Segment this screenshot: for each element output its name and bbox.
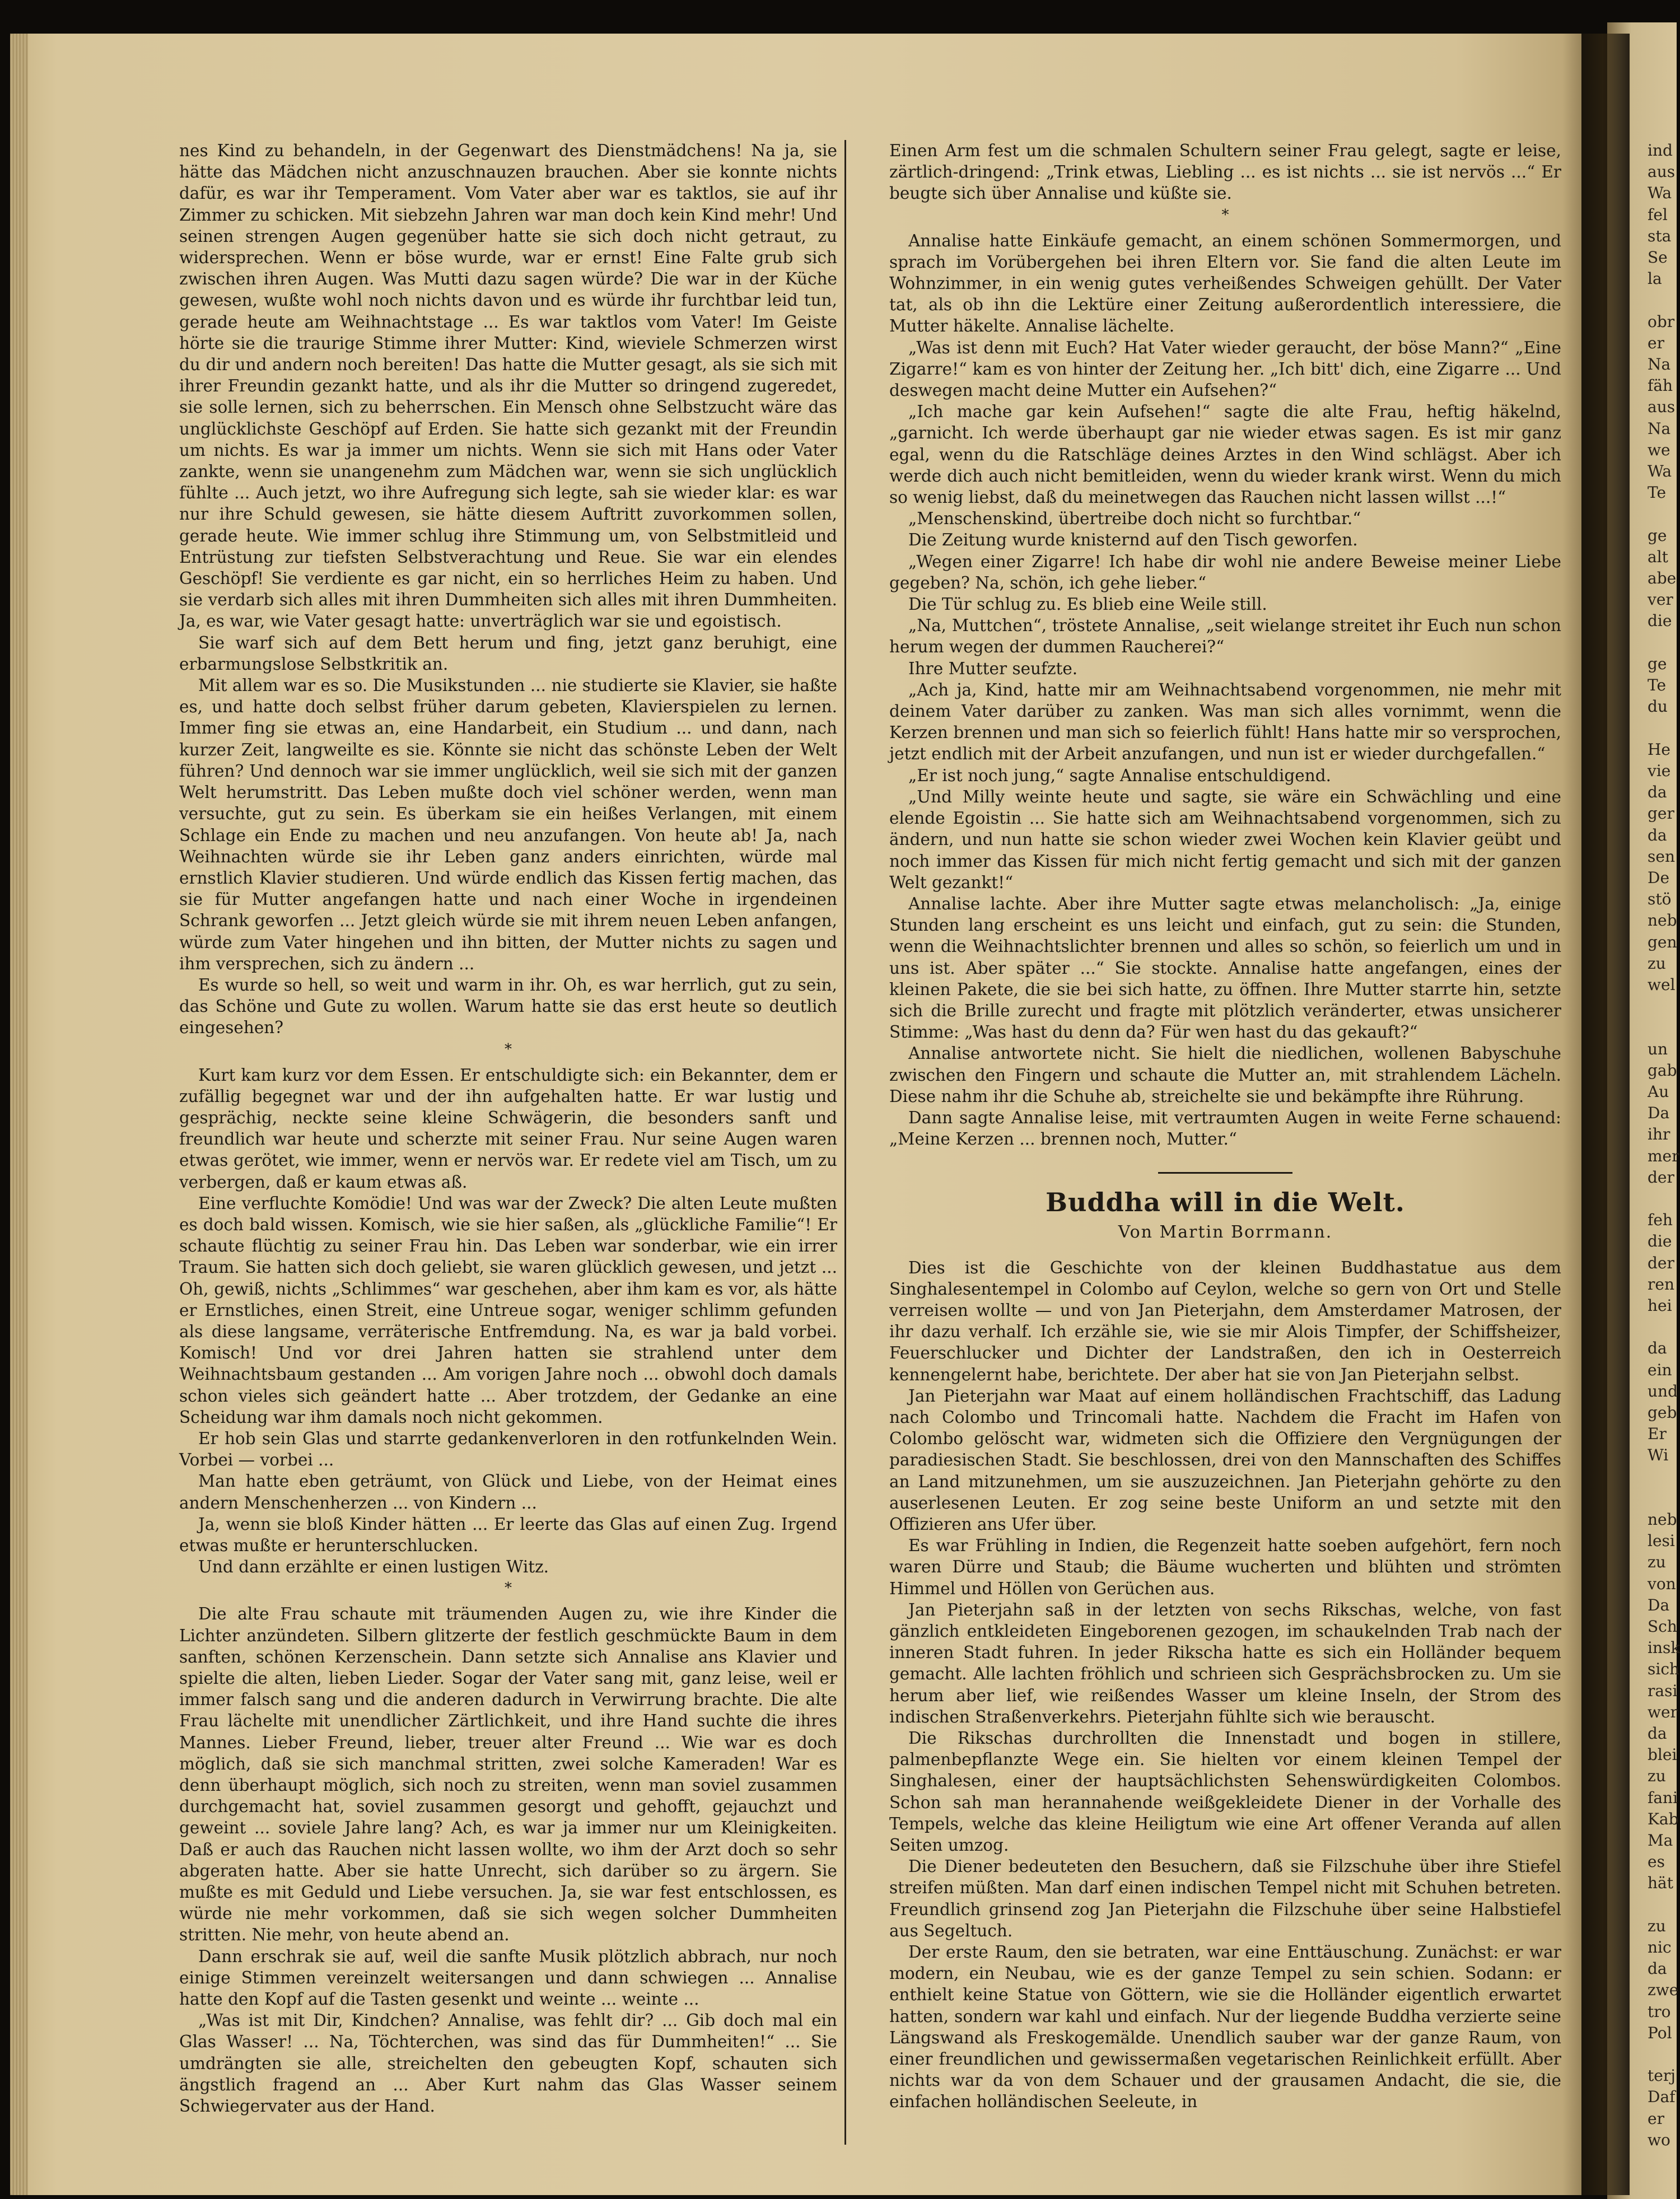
- paragraph: „Er ist noch jung,“ sagte Annalise entschuldigend.: [908, 765, 1331, 785]
- text-fragment: du: [1648, 697, 1668, 716]
- page-edge: [10, 34, 28, 2195]
- text-fragment: zwe: [1648, 1981, 1679, 2000]
- text-fragment: ind: [1648, 141, 1673, 160]
- article-paragraph: Die Diener bedeuteten den Besuchern, daß sie Filzschuhe über ihre Stiefel streifen müßten. Man darf einen indischen Tempel nicht mit Schuhen betreten. Freundlich grinsend zog Jan Pieterjahn die Filzschuhe über seine Halbstiefel aus Segeltuch.: [889, 1857, 1561, 1940]
- text-fragment: gen: [1648, 932, 1677, 951]
- text-fragment: Ma: [1648, 1831, 1673, 1850]
- text-fragment: fäh: [1648, 376, 1673, 395]
- text-fragment: Au: [1648, 1082, 1669, 1101]
- text-fragment: un: [1648, 1039, 1668, 1058]
- paragraph: Einen Arm fest um die schmalen Schultern seiner Frau gelegt, sagte er leise, zärtlich-dringend: „Trink etwas, Liebling ... es ist nichts ... sie ist nervös ...“ Er beugte sich über Annalise und küßte sie.: [889, 141, 1561, 203]
- story-ending: [889, 140, 1561, 1150]
- text-fragment: [1648, 996, 1677, 1017]
- text-fragment: [1648, 632, 1677, 653]
- section-break: *: [505, 1040, 512, 1058]
- text-fragment: Te: [1648, 676, 1667, 695]
- text-fragment: zu: [1648, 954, 1666, 973]
- text-fragment: zu: [1648, 1767, 1666, 1786]
- text-fragment: De: [1648, 868, 1670, 887]
- text-fragment: der: [1648, 1253, 1674, 1272]
- text-fragment: [1648, 1488, 1677, 1509]
- article-paragraph: Die Rikschas durchrollten die Innenstadt und bogen in stillere, palmenbepflanzte Wege ein. Sie hielten vor einem kleinen Tempel der Singhalesen, einer der hauptsächlichsten Sehenswürdigkeiten Colombos. Schon sah man herannahende weißgekleidete Diener in der Vorhalle des Tempels, welche das kleine Heiligtum wie eine Art offener Veranda auf allen Seiten umzog.: [889, 1729, 1561, 1855]
- text-fragment: ge: [1648, 654, 1667, 673]
- paragraph: Ja, wenn sie bloß Kinder hätten ... Er leerte das Glas auf einen Zug. Irgend etwas mußte er herunterschlucken.: [179, 1514, 837, 1555]
- text-fragment: abe: [1648, 569, 1677, 588]
- paragraph: Die alte Frau schaute mit träumenden Augen zu, wie ihre Kinder die Lichter anzündeten. Silbern glitzerte der festlich geschmückte Baum in dem sanften, schönen Kerzenschein. Dann setzte sich Annalise ans Klavier und spielte die alten, lieben Lieder. Sogar der Vater sang mit, ganz leise, weil er immer falsch sang und die anderen dadurch in Verwirrung brachte. Die alte Frau lächelte mit unendlicher Zärtlichkeit, und ihre Hand suchte die ihres Mannes. Lieber Freund, lieber, treuer alter Freund ... Wie war es doch möglich, daß sie sich manchmal stritten, zwei solche Kameraden! War es denn überhaupt möglich, sich noch zu streiten, wenn man soviel zusammen durchgemacht hat, soviel zusammen gesorgt und gehofft, gejauchzt und geweint ... soviele Jahre lang? Ach, es war ja immer nur um Kleinigkeiten. Daß er auch das Rauchen nicht lassen wollte, wo ihm der Arzt doch so sehr abgeraten hatte. Aber sie hatte Unrecht, sich darüber so zu ärgern. Sie mußte es mit Geduld und Liebe versuchen. Ja, sie war fest entschlossen, es würde nie mehr vorkommen, daß sie sich wegen solcher Dummheiten stritten. Nie mehr, von heute abend an.: [179, 1604, 837, 1945]
- text-fragment: alt: [1648, 547, 1668, 566]
- text-fragment: sich: [1648, 1660, 1680, 1679]
- paragraph: Die Zeitung wurde knisternd auf den Tisch geworfen.: [908, 530, 1358, 550]
- text-fragment: vie: [1648, 761, 1671, 780]
- paragraph: Annalise lachte. Aber ihre Mutter sagte etwas melancholisch: „Ja, einige Stunden lang erscheint es uns leicht und einfach, gut zu sein: die Stunden, wenn die Weihnachtslichter brennen und alles so schön, so feierlich um und in uns ist. Aber später ...“ Sie stockte. Annalise hatte angefangen, eines der kleinen Pakete, die sie bei sich hatte, zu öffnen. Ihre Mutter starrte hin, setzte sich die Brille zurecht und fragte mit plötzlich veränderter, etwas unsicherer Stimme: „Was hast du denn da? Für wen hast du das gekauft?“: [889, 894, 1561, 1042]
- gutter-shadow: [1562, 34, 1630, 2195]
- text-fragment: Na: [1648, 419, 1671, 438]
- story-column-left: [179, 140, 837, 2117]
- text-fragment: terj: [1648, 2066, 1676, 2085]
- paragraph: nes Kind zu behandeln, in der Gegenwart des Dienstmädchens! Na ja, sie hätte das Mädchen nicht anzuschnauzen brauchen. Aber sie konnte nichts dafür, es war ihr Temperament. Vom Vater aber war es taktlos, sie auf ihr Zimmer zu schicken. Mit siebzehn Jahren war man doch kein Kind mehr! Und seinen strengen Augen gegenüber hatte sie sich doch nicht getraut, zu widersprechen. Wenn er böse wurde, war er ernst! Eine Falte grub sich zwischen ihren Augen. Was Mutti dazu sagen würde? Die war in der Küche gewesen, wußte wohl noch nichts davon und es würde ihr furchtbar leid tun, gerade heute am Weihnachtstage ... Es war taktlos vom Vater! Im Geiste hörte sie die traurige Stimme ihrer Mutter: Kind, wieviele Schmerzen wirst du dir und andern noch bereiten! Das hatte die Mutter gesagt, als sie sich mit ihrer Freundin gezankt hatte, und als ihr die Mutter so dringend zugeredet, sie solle lernen, sich zu beherrschen. Ein Mensch ohne Selbstzucht wäre das unglücklichste Geschöpf auf Erden. Sie hatte sich gezankt mit der Freundin um nichts. Es war ja immer um nichts. Wenn sie sich mit Hans oder Vater zankte, wenn sie unangenehm zum Mädchen war, wenn sie sich unglücklich fühlte ... Auch jetzt, wo ihre Aufregung sich legte, sah sie wieder klar: es war nur ihre Schuld gewesen, sie hätte diesem Auftritt zuvorkommen sollen, gerade heute. Wie immer schlug ihre Stimmung um, von Selbstmitleid und Entrüstung zur tiefsten Selbstverachtung und Reue. Sie war ein elendes Geschöpf! Sie verdiente es gar nicht, ein so herrliches Heim zu haben. Und sie verdarb sich alles mit ihren Dummheiten sich alles mit ihren Dummheiten. Ja, es war, wie Vater gesagt hatte: unverträglich war sie und egoistisch.: [179, 141, 837, 631]
- paragraph: Eine verfluchte Komödie! Und was war der Zweck? Die alten Leute mußten es doch bald wissen. Komisch, wie sie hier saßen, als „glückliche Familie“! Er schaute flüchtig zu seiner Frau hin. Das Leben war sonderbar, wie ein irrer Traum. Sie hatten sich doch geliebt, sie waren glücklich gewesen, und jetzt ... Oh, gewiß, nichts „Schlimmes“ war geschehen, aber ihm kam es vor, als hätte er Ernstliches, einen Streit, eine Untreue sogar, weniger schlimm gefunden als diese langsame, verräterische Entfremdung. Na, es war ja bald vorbei. Komisch! Und vor drei Jahren hatten sie strahlend unter dem Weihnachtsbaum gestanden ... Am vorigen Jahre noch ... obwohl doch damals schon vieles sich geändert hatte ... Aber trotzdem, der Gedanke an eine Scheidung war ihm damals noch nicht gekommen.: [179, 1193, 837, 1427]
- paragraph: Die Tür schlug zu. Es blieb eine Weile still.: [908, 595, 1267, 614]
- text-fragment: rasi: [1648, 1681, 1678, 1700]
- paragraph: „Und Milly weinte heute und sagte, sie wäre ein Schwächling und eine elende Egoistin ... Sie hatte sich am Weihnachtsabend vorgenommen, sich zu ändern, und nun hatte sie schon wieder zwei Wochen kein Klavier geübt und noch immer das Kissen für mich nicht fertig gemacht und sich mit der ganzen Welt gezankt!“: [889, 787, 1561, 892]
- section-break: *: [1221, 206, 1229, 223]
- text-fragment: neb: [1648, 1510, 1677, 1529]
- text-fragment: zu: [1648, 1553, 1666, 1572]
- text-fragment: Kab: [1648, 1809, 1679, 1828]
- text-fragment: Da: [1648, 1595, 1670, 1614]
- text-fragment: Da: [1648, 1104, 1670, 1123]
- text-fragment: ger: [1648, 804, 1674, 823]
- paragraph: Kurt kam kurz vor dem Essen. Er entschuldigte sich: ein Bekannter, dem er zufällig begegnet war und der ihn aufgehalten hatte. Er war lustig und gesprächig, neckte seine kleine Schwägerin, die besonders sanft und freundlich war heute und scherzte mit seiner Frau. Nur seine Augen waren etwas gerötet, wie immer, wenn er nervös war. Er redete viel am Tisch, um zu verbergen, daß er kaum etwas aß.: [179, 1065, 837, 1192]
- text-fragment: lesi: [1648, 1532, 1675, 1551]
- text-fragment: er: [1648, 2109, 1664, 2128]
- paragraph: „Ach ja, Kind, hatte mir am Weihnachtsabend vorgenommen, nie mehr mit deinem Vater darüber zu zanken. Was man sich alles vornimmt, wenn die Kerzen brennen und man sich so feierlich fühlt! Hans hatte mir so versprochen, jetzt endlich mit der Arbeit anzufangen, und nun ist er wieder durchgefallen.“: [889, 680, 1561, 764]
- text-fragment: [1648, 2044, 1677, 2065]
- text-fragment: stö: [1648, 890, 1672, 909]
- text-fragment: die: [1648, 1232, 1672, 1251]
- text-fragment: [1648, 1467, 1677, 1488]
- text-fragment: wo: [1648, 2130, 1670, 2149]
- text-fragment: insk: [1648, 1638, 1680, 1658]
- article-paragraph: Der erste Raum, den sie betraten, war eine Enttäuschung. Zunächst: er war modern, ein Neubau, wie es der ganze Tempel zu sein schien. Sodann: er enthielt keine Statue von Göttern, wie sie die Holländer eigentlich erwartet hatten, sondern war kahl und einfach. Nur der liegende Buddha verzierte seine Längswand als Freskogemälde. Unendlich sauber war der ganze Raum, von einer freundlichen und gewissermaßen vegetarischen Reinlichkeit erfüllt. Aber nichts war da von dem Schauer und der grausamen Andacht, die sie, die einfachen holländischen Seeleute, in: [889, 1943, 1561, 2112]
- paragraph: Annalise antwortete nicht. Sie hielt die niedlichen, wollenen Babyschuhe zwischen den Fingern und schaute die Mutter an, mit strahlendem Lächeln. Diese nahm ihr die Schuhe ab, streichelte sie und bekämpfte ihre Rührung.: [889, 1044, 1561, 1106]
- paragraph: Dann sagte Annalise leise, mit vertraumten Augen in weite Ferne schauend: „Meine Kerzen ... brennen noch, Mutter.“: [889, 1108, 1561, 1149]
- text-fragment: He: [1648, 740, 1670, 759]
- text-fragment: da: [1648, 825, 1667, 844]
- text-fragment: neb: [1648, 911, 1677, 930]
- article-body: [889, 1257, 1561, 2113]
- text-fragment: [1648, 1894, 1677, 1916]
- text-fragment: Wi: [1648, 1446, 1669, 1465]
- text-fragment: blei: [1648, 1745, 1677, 1764]
- text-fragment: [1648, 1188, 1677, 1210]
- paragraph: Er hob sein Glas und starrte gedankenverloren in den rotfunkelnden Wein. Vorbei — vorbei ...: [179, 1428, 837, 1470]
- article-paragraph: Jan Pieterjahn saß in der letzten von sechs Rikschas, welche, von fast gänzlich entkleideten Eingeborenen gezogen, im schaukelnden Trab nach der inneren Stadt fuhren. In jeder Rikscha hatte es sich ein Holländer bequem gemacht. Alle lachten fröhlich und schrieen sich Gesprächsbrocken zu. Um sie herum aber lief, wie reißendes Wasser um kleine Inseln, der Strom des indischen Straßenverkehrs. Pieterjahn fühlte sich wie berauscht.: [889, 1600, 1561, 1726]
- paragraph: „Was ist denn mit Euch? Hat Vater wieder geraucht, der böse Mann?“ „Eine Zigarre!“ kam es von hinter der Zeitung her. „Ich bitt' dich, eine Zigarre ... Und deswegen macht deine Mutter ein Aufsehen?“: [889, 338, 1561, 400]
- paragraph: Mit allem war es so. Die Musikstunden ... nie studierte sie Klavier, sie haßte es, und hatte doch selbst früher darum gebeten, Klavierspielen zu lernen. Immer fing sie etwas an, eine Handarbeit, ein Studium ... und dann, nach kurzer Zeit, langweilte es sie. Könnte sie nicht das schönste Leben der Welt führen? Und dennoch war sie immer unglücklich, weil sie sich mit der ganzen Welt herumstritt. Das Leben mußte doch viel schöner werden, wenn man versuchte, gut zu sein. Es überkam sie ein heißes Verlangen, mit einem Schlage ein Ende zu machen und neu anzufangen. Von heute ab! Ja, nach Weihnachten würde sie ihr Leben ganz anders einrichten, würde mal ernstlich Klavier studieren. Und würde endlich das Kissen fertig machen, das sie für Mutter angefangen hatte und nach einer Woche in irgendeinen Schrank geworfen ... Jetzt gleich würde sie mit ihrem neuen Leben anfangen, würde zum Vater hingehen und ihn bitten, der Mutter nichts zu sagen und ihm versprechen, sich zu ändern ...: [179, 676, 837, 973]
- text-fragment: Se: [1648, 248, 1668, 267]
- text-fragment: geb: [1648, 1403, 1677, 1422]
- text-fragment: sta: [1648, 226, 1672, 245]
- text-fragment: we: [1648, 440, 1670, 459]
- paragraph: Sie warf sich auf dem Bett herum und fing, jetzt ganz beruhigt, eine erbarmungslose Selbstkritik an.: [179, 633, 837, 674]
- section-break: *: [505, 1580, 512, 1597]
- text-fragment: ein: [1648, 1360, 1672, 1379]
- text-fragment: [1648, 1316, 1677, 1338]
- text-fragment: er: [1648, 333, 1664, 352]
- text-fragment: fel: [1648, 205, 1668, 224]
- text-fragment: obr: [1648, 312, 1675, 331]
- text-fragment: [1648, 503, 1677, 525]
- text-fragment: der: [1648, 1168, 1674, 1187]
- text-fragment: feh: [1648, 1211, 1673, 1230]
- text-fragment: la: [1648, 269, 1662, 288]
- text-fragment: wel: [1648, 975, 1676, 994]
- text-fragment: ver: [1648, 590, 1673, 609]
- article-paragraph: Dies ist die Geschichte von der kleinen Buddhastatue aus dem Singhalesentempel in Colombo auf Ceylon, welche so gern von Ort und Stelle verreisen wollte — und von Jan Pieterjahn, dem Amsterdamer Matrosen, der ihr dazu verhalf. Ich erzähle sie, wie sie mir Alois Timpfer, der Schiffsheizer, Feuerschlucker und Dichter der Landstraßen, den ich in Oesterreich kennengelernt habe, berichtete. Der aber hat sie von Jan Pieterjahn selbst.: [889, 1258, 1561, 1384]
- paragraph: „Wegen einer Zigarre! Ich habe dir wohl nie andere Beweise meiner Liebe gegeben? Na, schön, ich gehe lieber.“: [889, 552, 1561, 592]
- adjacent-page-text: [1648, 140, 1680, 2151]
- paragraph: Man hatte eben geträumt, von Glück und Liebe, von der Heimat eines andern Menschenherzen ... von Kindern ...: [179, 1472, 837, 1512]
- text-fragment: Pol: [1648, 2023, 1672, 2042]
- text-fragment: nic: [1648, 1938, 1672, 1957]
- article-headline: Buddha will in die Welt.: [1046, 1187, 1405, 1218]
- text-fragment: [1648, 290, 1677, 311]
- text-fragment: mer: [1648, 1146, 1679, 1165]
- text-fragment: es: [1648, 1852, 1665, 1871]
- text-fragment: und: [1648, 1381, 1678, 1400]
- text-fragment: zu: [1648, 1916, 1666, 1935]
- headline-rule: [1158, 1172, 1292, 1174]
- article-paragraph: Es war Frühling in Indien, die Regenzeit hatte soeben aufgehört, fern noch waren Dürre und Staub; die Bäume wucherten und blühten und strömten Himmel und Höllen von Gerüchen aus.: [889, 1536, 1561, 1598]
- text-fragment: aus: [1648, 398, 1676, 417]
- paragraph: Ihre Mutter seufzte.: [908, 659, 1078, 678]
- text-fragment: sen: [1648, 847, 1675, 866]
- text-fragment: ihr: [1648, 1125, 1670, 1144]
- text-fragment: von: [1648, 1574, 1676, 1593]
- text-fragment: fani: [1648, 1788, 1678, 1807]
- paragraph: Annalise hatte Einkäufe gemacht, an einem schönen Sommermorgen, und sprach im Vorübergehen bei ihren Eltern vor. Sie fand die alten Leute im Wohnzimmer, in ein wenig gutes verheißendes Schweigen gehüllt. Der Vater tat, als ob ihn die Lektüre einer Zeitung außerordentlich interessiere, die Mutter häkelte. Annalise lächelte.: [889, 231, 1561, 336]
- text-fragment: tro: [1648, 2002, 1671, 2021]
- text-fragment: da: [1648, 1724, 1667, 1743]
- text-fragment: ge: [1648, 526, 1667, 545]
- text-fragment: Daf: [1648, 2088, 1676, 2107]
- text-fragment: da: [1648, 1339, 1667, 1358]
- article-byline: Von Martin Borrmann.: [1118, 1222, 1333, 1243]
- text-fragment: Te: [1648, 483, 1667, 502]
- paragraph: Dann erschrak sie auf, weil die sanfte Musik plötzlich abbrach, nur noch einige Stimmen vereinzelt weitersangen und dann schwiegen ... Annalise hatte den Kopf auf die Tasten gesenkt und weinte ... weinte ...: [179, 1946, 837, 2009]
- text-fragment: Er: [1648, 1425, 1667, 1444]
- text-fragment: Wa: [1648, 184, 1672, 203]
- paragraph: Und dann erzählte er einen lustigen Witz.: [198, 1557, 549, 1577]
- text-fragment: gab: [1648, 1061, 1677, 1080]
- paragraph: „Ich mache gar kein Aufsehen!“ sagte die alte Frau, heftig häkelnd, „garnicht. Ich werde überhaupt gar nie wieder etwas sagen. Es ist mir ganz egal, wenn du die Ratschläge deines Arztes in den Wind schlägst. Aber ich werde dich auch nicht bemitleiden, wenn du wieder krank wirst. Wenn du mich so wenig liebst, daß du meinetwegen das Rauchen nicht lassen willst ...!“: [889, 402, 1561, 507]
- text-fragment: hät: [1648, 1874, 1673, 1893]
- story-column-right: [889, 140, 1561, 2113]
- text-fragment: Sch: [1648, 1617, 1677, 1636]
- column-rule: [844, 140, 846, 2145]
- article-paragraph: Jan Pieterjahn war Maat auf einem holländischen Frachtschiff, das Ladung nach Colombo und Trincomali hatte. Nachdem die Fracht im Hafen von Colombo gelöscht war, widmeten sich die Offiziere den Vergnügungen der paradiesischen Stadt. Sie beschlossen, drei von den Mannschaften des Schiffes an Land mitzunehmen, um sie auszuzeichnen. Jan Pieterjahn gehörte zu den auserlesenen Leuten. Er zog seine beste Uniform an und setzte mit den Offizieren ans Ufer über.: [889, 1386, 1561, 1534]
- text-fragment: Na: [1648, 355, 1671, 374]
- text-fragment: wer: [1648, 1702, 1678, 1721]
- text-fragment: aus: [1648, 162, 1676, 181]
- paragraph: „Menschenskind, übertreibe doch nicht so furchtbar.“: [908, 509, 1361, 529]
- paragraph: „Na, Muttchen“, tröstete Annalise, „seit wielange streitet ihr Euch nun schon herum wegen der dummen Raucherei?“: [889, 616, 1561, 657]
- text-fragment: hei: [1648, 1296, 1672, 1315]
- text-fragment: da: [1648, 783, 1667, 802]
- paragraph: Es wurde so hell, so weit und warm in ihr. Oh, es war herrlich, gut zu sein, das Schöne und Gute zu wollen. Warum hatte sie das erst heute so deutlich eingesehen?: [179, 975, 837, 1038]
- text-fragment: [1648, 1017, 1677, 1038]
- text-fragment: [1648, 717, 1677, 739]
- paragraph: „Was ist mit Dir, Kindchen? Annalise, was fehlt dir? ... Gib doch mal ein Glas Wasser! ... Na, Töchterchen, was sind das für Dummheiten!“ ... Sie umdrängten sie alle, streichelten den gebeugten Kopf, schauten sich ängstlich fragend an ... Aber Kurt nahm das Glas Wasser seinem Schwiegervater aus der Hand.: [179, 2011, 837, 2116]
- text-fragment: Wa: [1648, 462, 1672, 481]
- text-fragment: da: [1648, 1959, 1667, 1978]
- text-fragment: die: [1648, 611, 1672, 631]
- text-fragment: ren: [1648, 1274, 1674, 1294]
